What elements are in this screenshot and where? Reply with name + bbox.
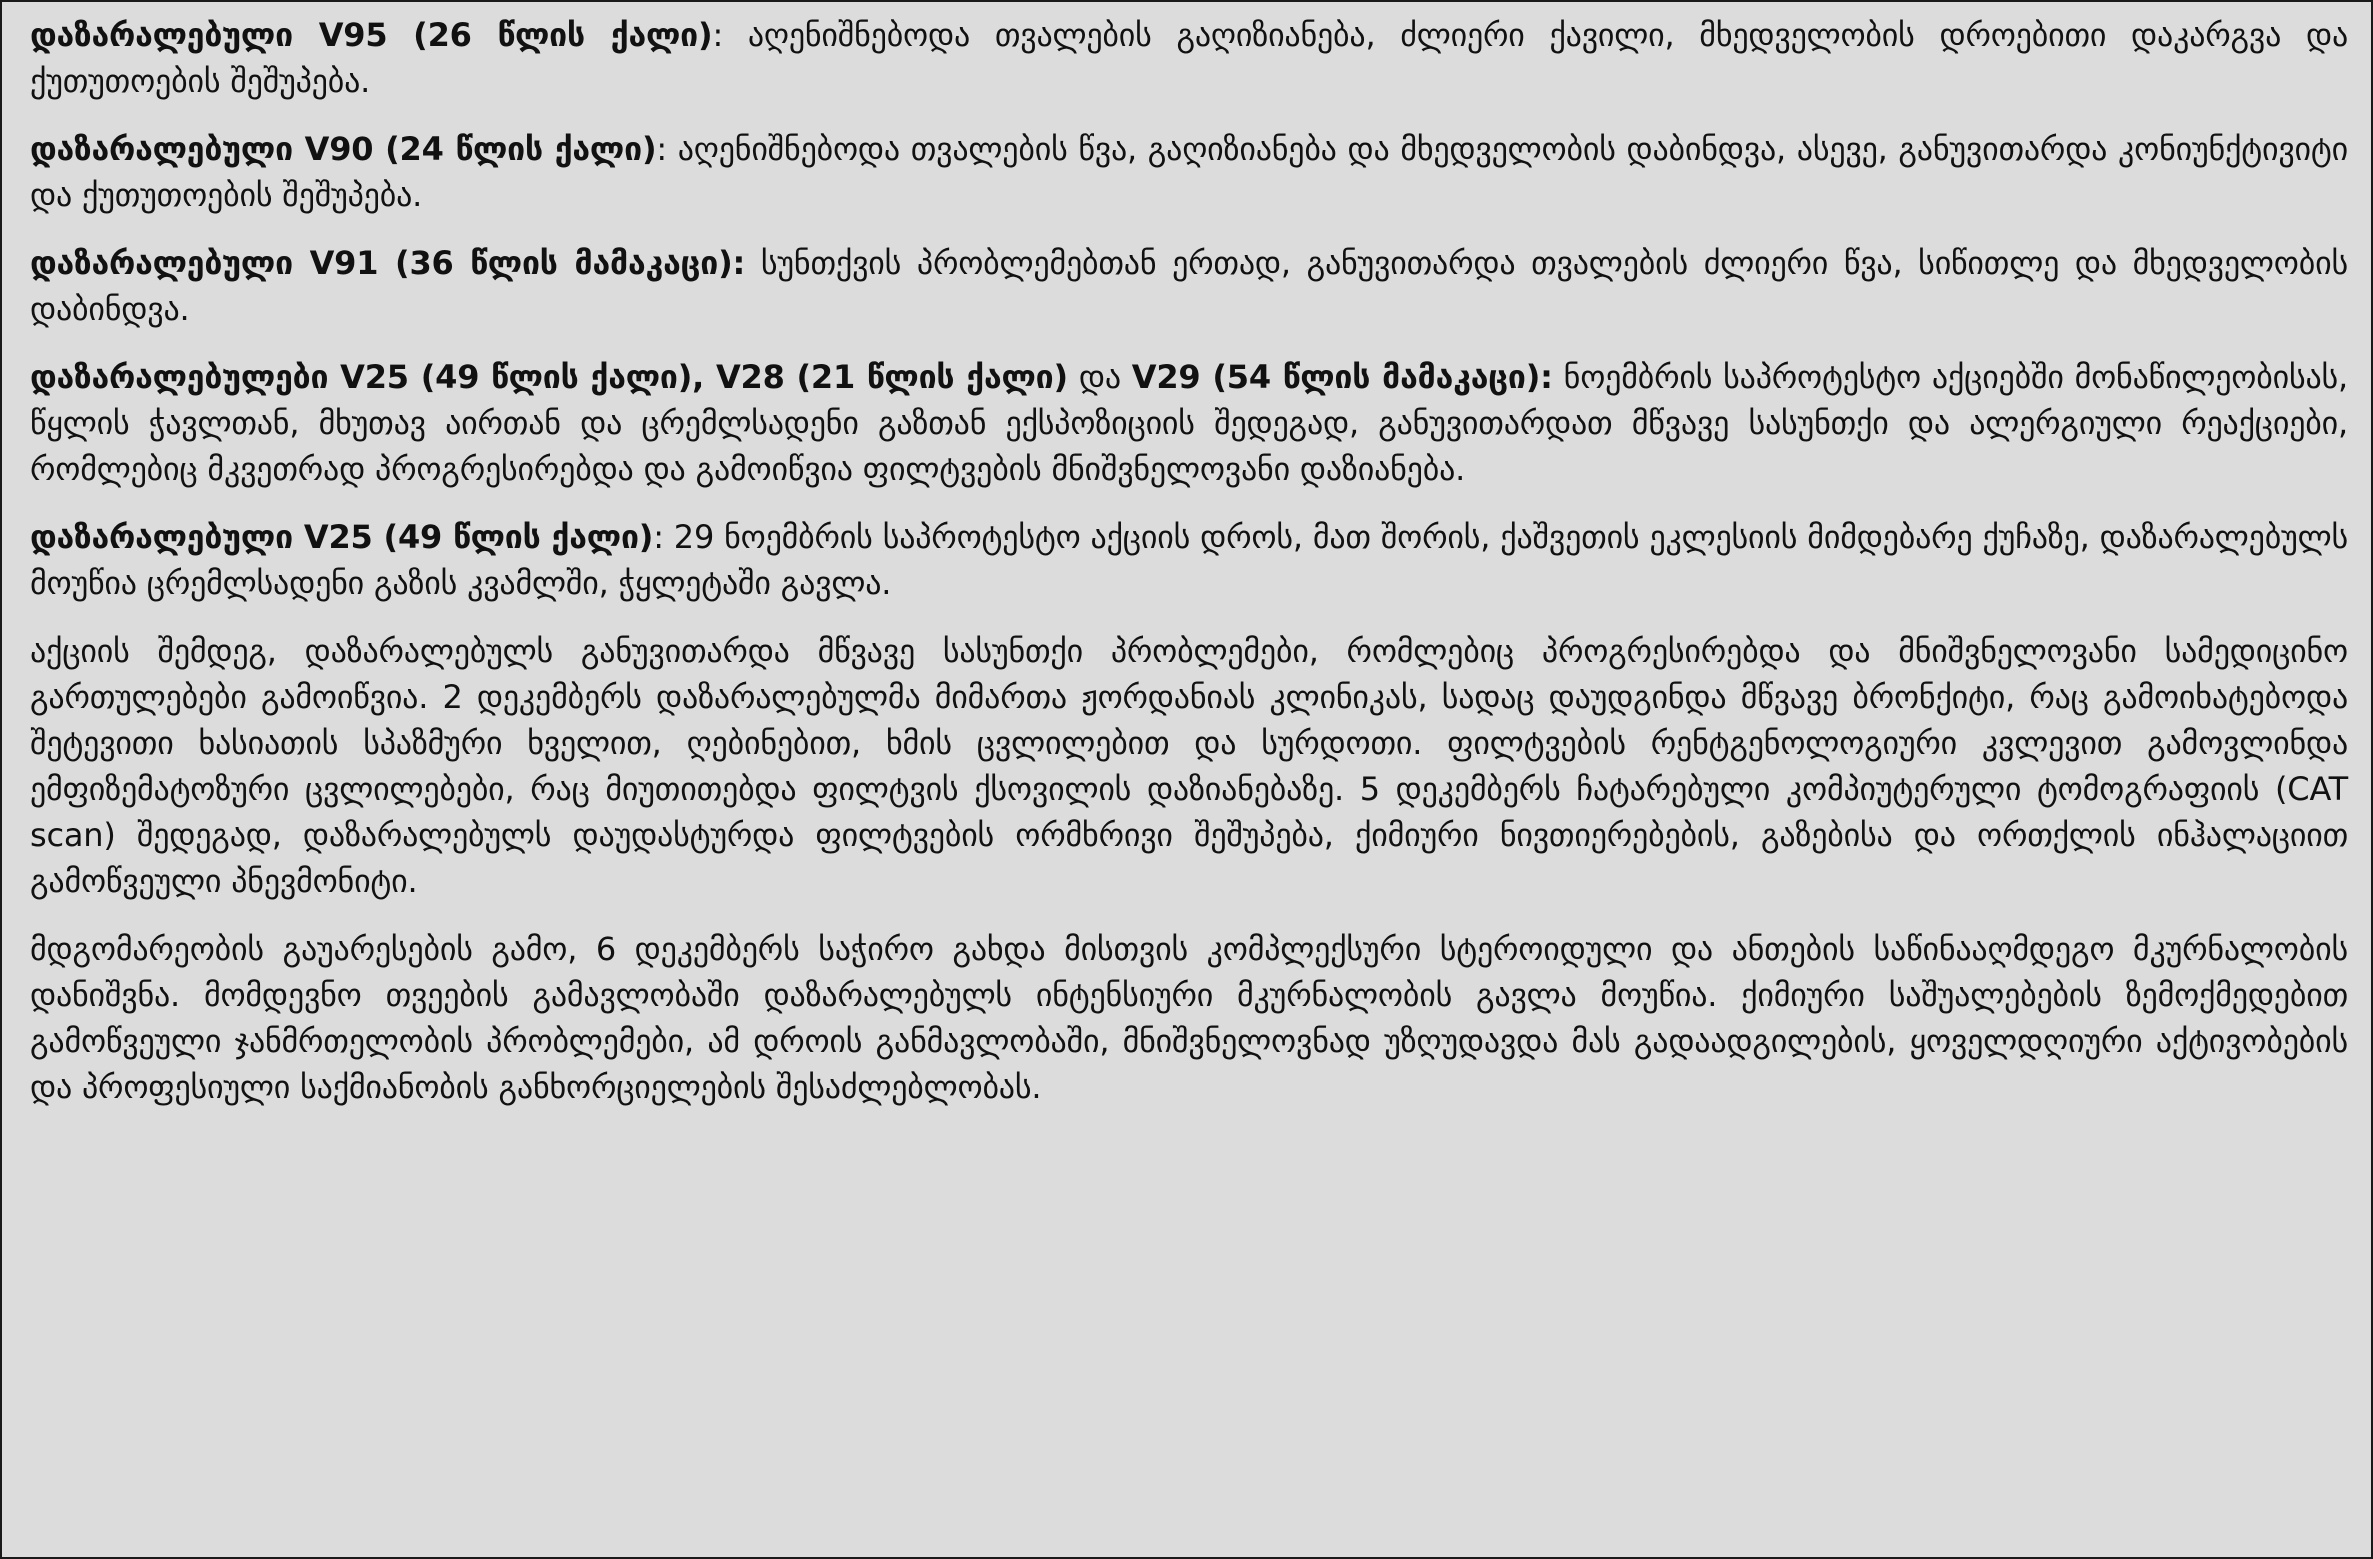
medical-details-paragraph (30, 628, 2348, 904)
victim-heading: დაზარალებულები V25 (49 წლის ქალი), V28 (21 წლის ქალი) (30, 358, 1068, 396)
victim-paragraph-v91 (30, 240, 2348, 332)
victim-heading: დაზარალებული V25 (49 წლის ქალი) (30, 518, 654, 556)
paragraph-text: : 29 ნოემბრის საპროტესტო აქციის დროს, მათ შორის, ქაშვეთის ეკლესიის მიმდებარე ქუჩაზე, დაზარალებულს მოუწია ცრემლსადენი გაზის კვამლში, ჭყლეტაში გავლა. (30, 518, 2348, 602)
connector-text: და (1067, 358, 1132, 396)
victim-heading-2: V29 (54 წლის მამაკაცი): (1131, 358, 1553, 396)
victim-paragraph-v25 (30, 514, 2348, 606)
victim-paragraph-v90 (30, 126, 2348, 218)
victim-paragraph-v95 (30, 12, 2348, 104)
victim-paragraph-v25-v28-v29 (30, 354, 2348, 492)
treatment-paragraph (30, 926, 2348, 1110)
victim-heading: დაზარალებული V91 (36 წლის მამაკაცი): (30, 244, 746, 282)
paragraph-text: : აღენიშნებოდა თვალების გაღიზიანება, ძლიერი ქავილი, მხედველობის დროებითი დაკარგვა და ქუთუთოების შეშუპება. (30, 16, 2348, 100)
document-body (30, 12, 2348, 1110)
paragraph-text: : აღენიშნებოდა თვალების წვა, გაღიზიანება და მხედველობის დაბინდვა, ასევე, განუვითარდა კონიუნქტივიტი და ქუთუთოების შეშუპება. (30, 130, 2348, 214)
victim-heading: დაზარალებული V90 (24 წლის ქალი) (30, 130, 657, 168)
paragraph-text: აქციის შემდეგ, დაზარალებულს განუვითარდა მწვავე სასუნთქი პრობლემები, რომლებიც პროგრესირებდა და მნიშვნელოვანი სამედიცინო გართულებები გამოიწვია. 2 დეკემბერს დაზარალებულმა მიმართა ჟორდანიას კლინიკას, სადაც დაუდგინდა მწვავე ბრონქიტი, რაც გამოიხატებოდა შეტევითი ხასიათის სპაზმური ხველით, ღებინებით, ხმის ცვლილებით და სურდოთი. ფილტვების რენტგენოლოგიური კვლევით გამოვლინდა ემფიზემატოზური ცვლილებები, რაც მიუთითებდა ფილტვის ქსოვილის დაზიანებაზე. 5 დეკემბერს ჩატარებული კომპიუტერული ტომოგრაფიის (CAT scan) შედეგად, დაზარალებულს დაუდასტურდა ფილტვების ორმხრივი შეშუპება, ქიმიური ნივთიერებების, გაზებისა და ორთქლის ინჰალაციით გამოწვეული პნევმონიტი. (30, 632, 2348, 900)
paragraph-text: ნოემბრის საპროტესტო აქციებში მონაწილეობისას, წყლის ჭავლთან, მხუთავ აირთან და ცრემლსადენი გაზთან ექსპოზიციის შედეგად, განუვითარდათ მწვავე სასუნთქი და ალერგიული რეაქციები, რომლებიც მკვეთრად პროგრესირებდა და გამოიწვია ფილტვების მნიშვნელოვანი დაზიანება. (30, 358, 2349, 488)
paragraph-text: მდგომარეობის გაუარესების გამო, 6 დეკემბერს საჭირო გახდა მისთვის კომპლექსური სტეროიდული და ანთების საწინააღმდეგო მკურნალობის დანიშვნა. მომდევნო თვეების გამავლობაში დაზარალებულს ინტენსიური მკურნალობის გავლა მოუწია. ქიმიური საშუალებების ზემოქმედებით გამოწვეული ჯანმრთელობის პრობლემები, ამ დროის განმავლობაში, მნიშვნელოვნად უზღუდავდა მას გადაადგილების, ყოველდღიური აქტივობების და პროფესიული საქმიანობის განხორციელების შესაძლებლობას. (30, 930, 2348, 1106)
victim-heading: დაზარალებული V95 (26 წლის ქალი) (30, 16, 713, 54)
paragraph-text: სუნთქვის პრობლემებთან ერთად, განუვითარდა თვალების ძლიერი წვა, სიწითლე და მხედველობის დაბინდვა. (30, 244, 2348, 328)
